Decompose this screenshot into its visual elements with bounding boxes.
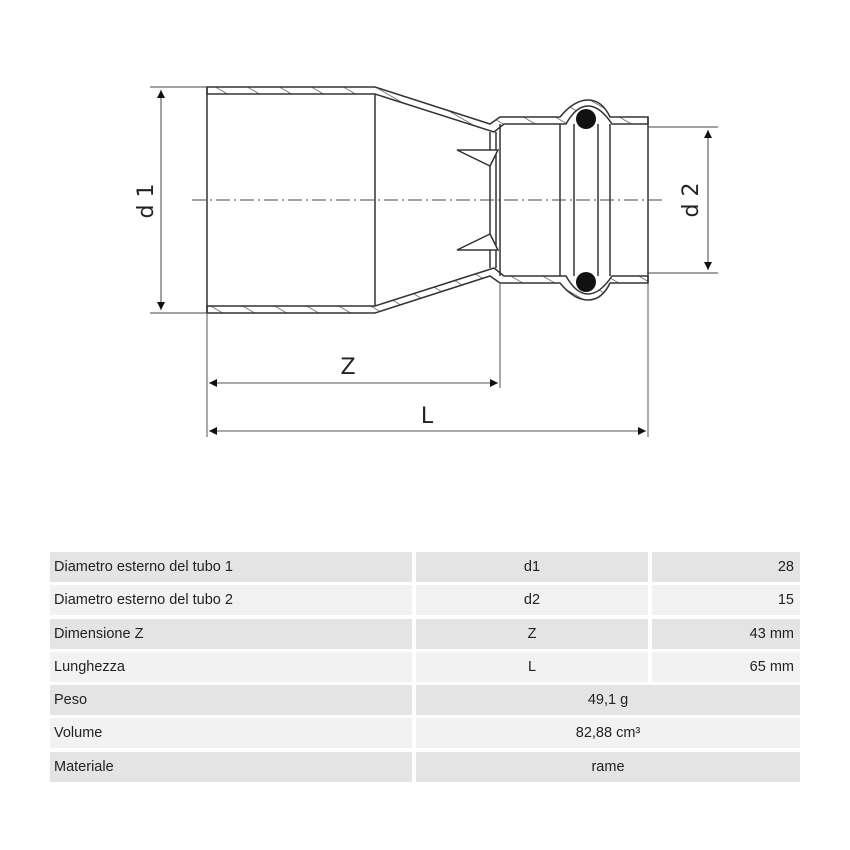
row-value: 15 — [652, 585, 800, 615]
row-label: Volume — [50, 718, 412, 748]
row-label: Materiale — [50, 752, 412, 782]
row-symbol: d1 — [416, 552, 648, 582]
row-value: 82,88 cm³ — [416, 718, 800, 748]
row-label: Diametro esterno del tubo 1 — [50, 552, 412, 582]
table-row — [50, 619, 800, 649]
row-value: 28 — [652, 552, 800, 582]
row-symbol: L — [416, 652, 648, 682]
o-ring-top — [576, 109, 596, 129]
table-row — [50, 552, 800, 582]
table-row — [50, 652, 800, 682]
row-symbol: d2 — [416, 585, 648, 615]
label-l: L — [420, 404, 434, 429]
table-row — [50, 718, 800, 748]
table-row — [50, 585, 800, 615]
o-ring-bottom — [576, 272, 596, 292]
row-label: Diametro esterno del tubo 2 — [50, 585, 412, 615]
row-label: Lunghezza — [50, 652, 412, 682]
row-label: Dimensione Z — [50, 619, 412, 649]
row-value: 49,1 g — [416, 685, 800, 715]
row-symbol: Z — [416, 619, 648, 649]
table-row — [50, 685, 800, 715]
row-value: 65 mm — [652, 652, 800, 682]
table-row — [50, 752, 800, 782]
label-z: Z — [340, 355, 356, 380]
label-d1: d 1 — [134, 183, 159, 219]
row-value: 43 mm — [652, 619, 800, 649]
specifications-table — [50, 552, 800, 785]
row-value: rame — [416, 752, 800, 782]
row-label: Peso — [50, 685, 412, 715]
label-d2: d 2 — [679, 182, 704, 218]
